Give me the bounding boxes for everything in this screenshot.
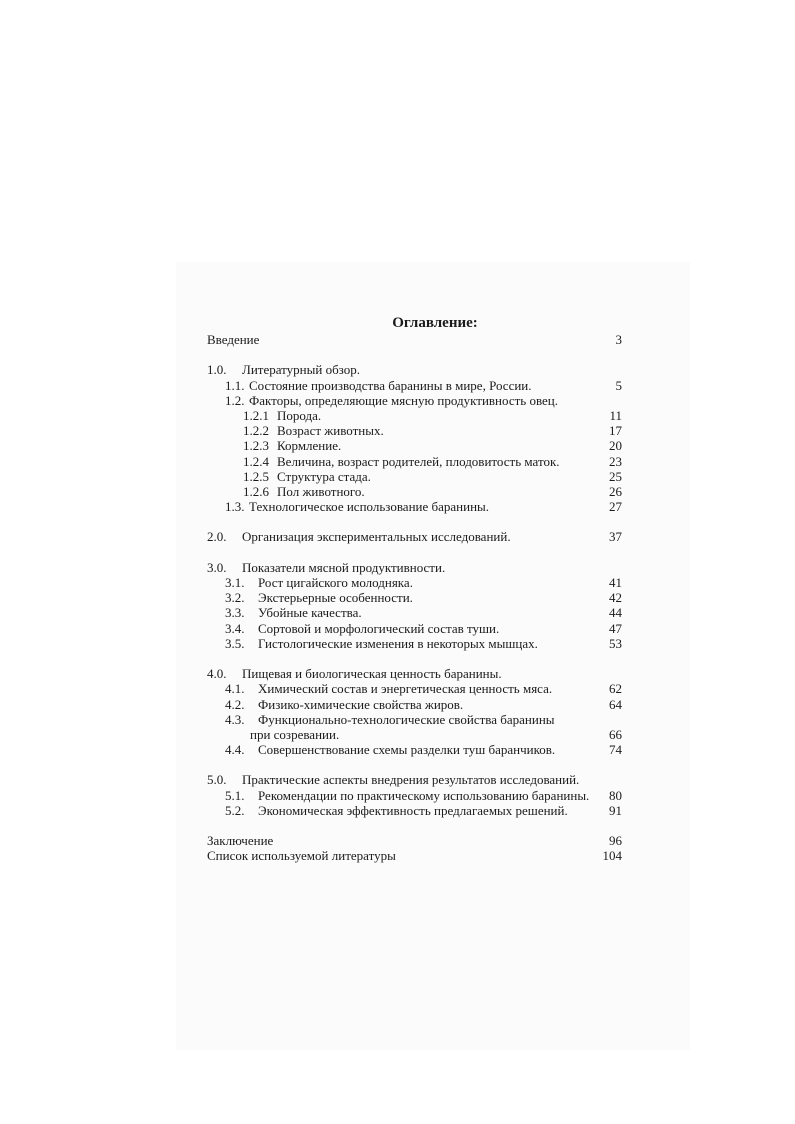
toc-entry [207, 332, 622, 347]
entry-title: Кормление. [277, 438, 342, 454]
entry-number: 4.1. [225, 681, 245, 697]
entry-number: 2.0. [207, 529, 227, 545]
entry-title: Экстерьерные особенности. [258, 590, 413, 606]
toc-entry [207, 681, 622, 696]
entry-title: Организация экспериментальных исследований. [242, 529, 511, 545]
toc-entry-continuation [207, 727, 622, 742]
entry-title: Пол животного. [277, 483, 365, 499]
entry-page: 37 [609, 529, 622, 545]
toc-title: Оглавление: [392, 315, 478, 331]
entry-title: Рост цигайского молодняка. [258, 575, 413, 590]
entry-number: 3.4. [225, 620, 245, 636]
toc-entry [207, 848, 622, 863]
entry-number: 3.5. [225, 635, 245, 651]
entry-title: Сортовой и морфологический состав туши. [258, 620, 500, 636]
entry-number: 4.2. [225, 696, 245, 712]
entry-title: Факторы, определяющие мясную продуктивность овец. [249, 392, 558, 408]
toc-entry [207, 636, 622, 651]
entry-title: при созревании. [250, 726, 340, 742]
entry-page: 41 [609, 575, 622, 590]
entry-title: Величина, возраст родителей, плодовитость маток. [277, 453, 560, 469]
entry-page: 17 [609, 423, 622, 439]
entry-page: 20 [609, 438, 622, 454]
entry-page: 25 [609, 468, 622, 484]
entry-page: 96 [609, 833, 622, 849]
entry-page: 5 [615, 377, 622, 393]
toc-entry [207, 621, 622, 636]
entry-title: Экономическая эффективность предлагаемых решений. [258, 802, 568, 818]
entry-title: Гистологические изменения в некоторых мышцах. [258, 635, 538, 651]
entry-page: 64 [609, 696, 622, 712]
toc-entry [207, 697, 622, 712]
entry-title: Функционально-технологические свойства баранины [258, 711, 555, 727]
entry-page: 74 [609, 742, 622, 758]
entry-title: Заключение [207, 833, 274, 849]
entry-title: Практические аспекты внедрения результатов исследований. [242, 772, 580, 788]
entry-page: 66 [609, 726, 622, 742]
entry-page: 3 [615, 332, 622, 347]
entry-number: 1.2.6 [243, 483, 269, 499]
entry-title: Убойные качества. [258, 605, 362, 621]
entry-number: 1.2. [225, 392, 245, 408]
entry-number: 1.2.1 [243, 407, 269, 423]
entry-page: 26 [609, 483, 622, 499]
toc-entry [207, 484, 622, 499]
toc-entry [207, 408, 622, 423]
entry-title: Технологическое использование баранины. [249, 499, 490, 515]
entry-page: 91 [609, 802, 622, 818]
entry-title: Физико-химические свойства жиров. [258, 696, 464, 712]
entry-number: 1.2.5 [243, 468, 269, 484]
entry-title: Порода. [277, 407, 322, 423]
toc-entry [207, 590, 622, 605]
entry-title: Пищевая и биологическая ценность баранины. [242, 666, 502, 682]
entry-title: Химический состав и энергетическая ценность мяса. [258, 681, 553, 697]
entry-number: 4.4. [225, 742, 245, 758]
entry-number: 3.1. [225, 575, 245, 590]
toc-entry [207, 469, 622, 484]
toc-entry [207, 788, 622, 803]
entry-number: 3.3. [225, 605, 245, 621]
toc-entry [207, 454, 622, 469]
toc-entry [207, 575, 622, 590]
toc-entry [207, 803, 622, 818]
toc-entry [207, 833, 622, 848]
toc-entry [207, 529, 622, 544]
toc-entry [207, 605, 622, 620]
entry-number: 1.0. [207, 362, 227, 378]
entry-page: 27 [609, 499, 622, 515]
entry-number: 4.3. [225, 711, 245, 727]
entry-number: 5.0. [207, 772, 227, 788]
toc-entry [207, 712, 622, 727]
entry-page: 62 [609, 681, 622, 697]
entry-number: 1.2.4 [243, 453, 269, 469]
toc-entry [207, 499, 622, 514]
toc-entry [207, 393, 622, 408]
entry-page: 42 [609, 590, 622, 606]
toc-entry [207, 772, 622, 787]
entry-number: 3.0. [207, 559, 227, 575]
entry-number: 1.3. [225, 499, 245, 515]
entry-page: 53 [609, 635, 622, 651]
entry-number: 3.2. [225, 590, 245, 606]
entry-title: Структура стада. [277, 468, 371, 484]
toc-entry [207, 438, 622, 453]
entry-number: 1.1. [225, 377, 245, 393]
entry-page: 80 [609, 787, 622, 803]
entry-title: Рекомендации по практическому использованию баранины. [258, 787, 590, 803]
entry-title: Введение [207, 332, 260, 347]
entry-title: Литературный обзор. [242, 362, 360, 378]
table-of-contents [207, 332, 622, 864]
toc-entry [207, 378, 622, 393]
entry-number: 1.2.3 [243, 438, 269, 454]
entry-page: 23 [609, 453, 622, 469]
entry-number: 1.2.2 [243, 423, 269, 439]
toc-entry [207, 742, 622, 757]
entry-title: Список используемой литературы [207, 848, 396, 864]
entry-title: Совершенствование схемы разделки туш баранчиков. [258, 742, 556, 758]
entry-number: 5.1. [225, 787, 245, 803]
entry-page: 47 [609, 620, 622, 636]
toc-entry [207, 423, 622, 438]
entry-title: Показатели мясной продуктивности. [242, 559, 446, 575]
entry-page: 11 [609, 407, 622, 423]
entry-page: 104 [602, 848, 622, 864]
entry-title: Возраст животных. [277, 423, 384, 439]
entry-page: 44 [609, 605, 622, 621]
entry-number: 4.0. [207, 666, 227, 682]
toc-entry [207, 362, 622, 377]
toc-entry [207, 560, 622, 575]
entry-title: Состояние производства баранины в мире, России. [249, 377, 532, 393]
entry-number: 5.2. [225, 802, 245, 818]
toc-entry [207, 666, 622, 681]
